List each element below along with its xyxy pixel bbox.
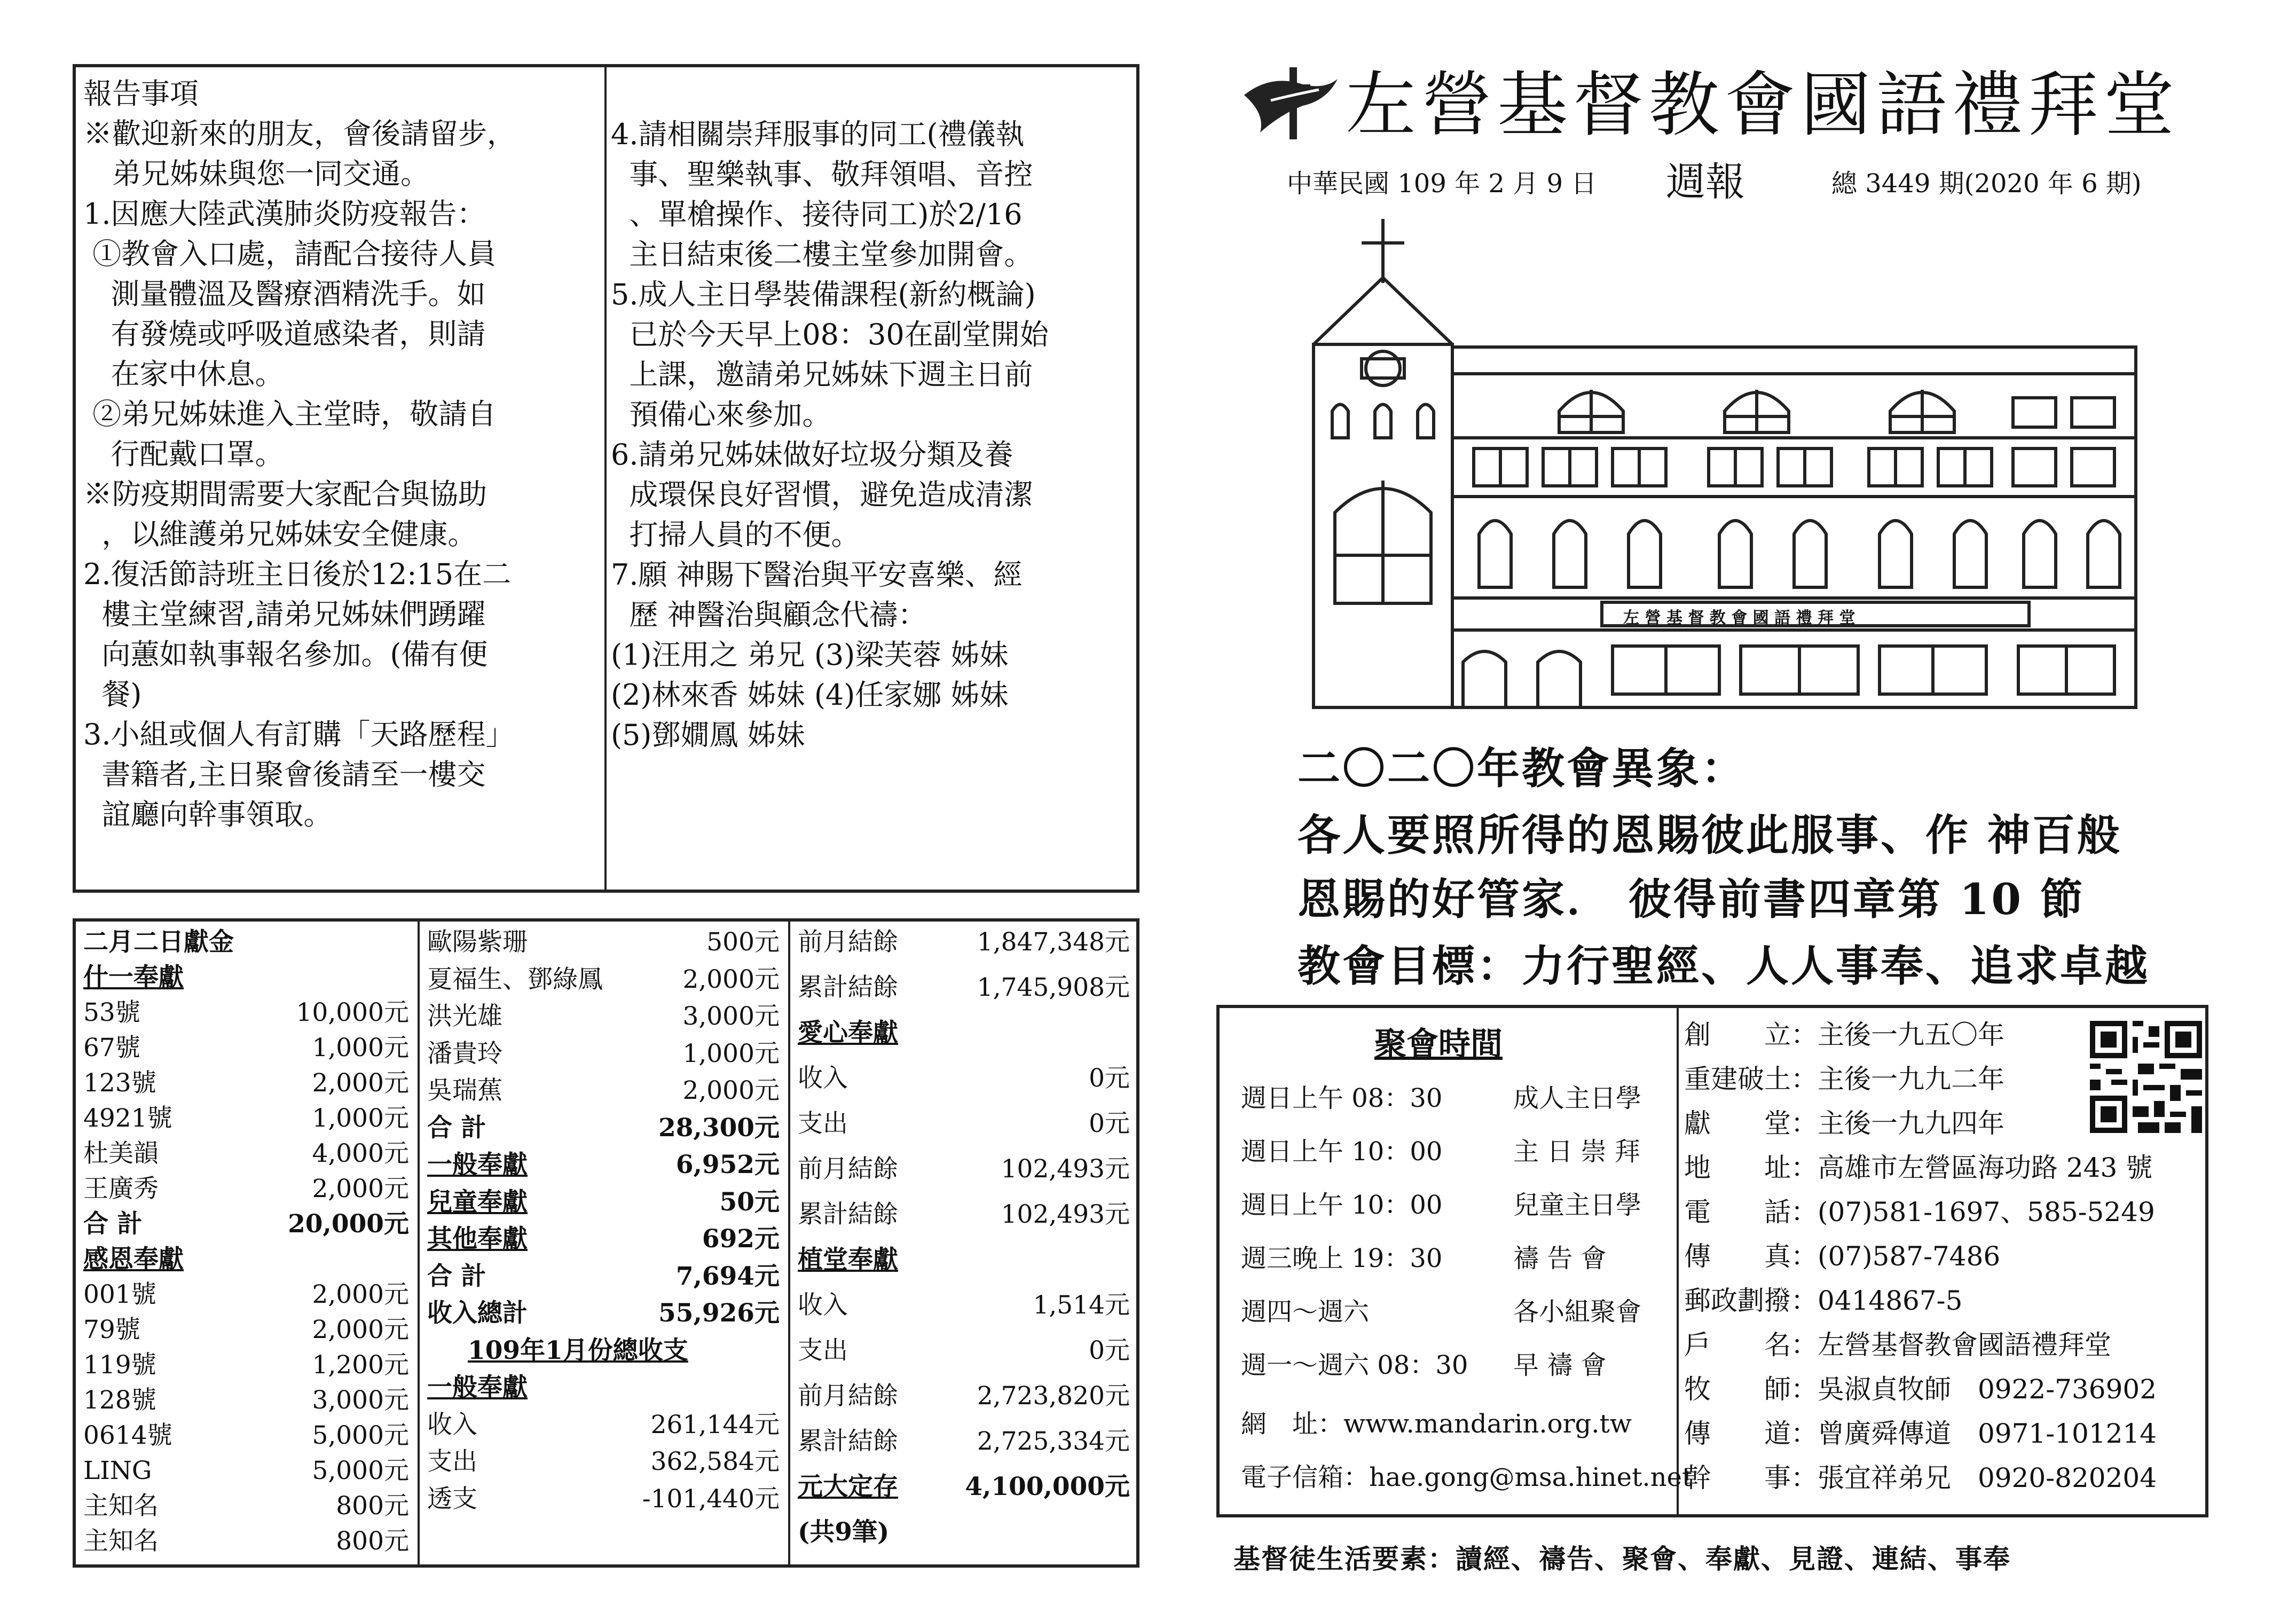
offering-amount: 800元 [336, 1526, 409, 1556]
offering-row [790, 1198, 1138, 1231]
church-info-line: 郵政劃撥：0414867-5 [1684, 1285, 1963, 1316]
offering-row [790, 1062, 1138, 1095]
offering-row [790, 1244, 1138, 1276]
offering-label: 什一奉獻 [83, 963, 184, 992]
offering-label: 支出 [798, 1109, 848, 1138]
offering-label: 愛心奉獻 [798, 1018, 898, 1048]
offering-label: 67號 [83, 1033, 140, 1063]
meeting-name: 主 日 崇 拜 [1513, 1137, 1640, 1167]
offering-amount: 1,000元 [312, 1104, 409, 1133]
offering-label: 收入 [798, 1064, 848, 1093]
meeting-row [1241, 1344, 1668, 1381]
church-info-box [1216, 1005, 2208, 1517]
offering-amount: 2,000元 [312, 1280, 409, 1309]
announcements-col1 [83, 74, 604, 835]
qr-code-icon [2090, 1021, 2202, 1133]
church-info-line: 傳 道：曾廣舜傳道 0971-101214 [1684, 1418, 2157, 1449]
announcement-line: ※歡迎新來的朋友，會後請留步， [83, 117, 516, 151]
offering-label: (共9筆) [798, 1517, 890, 1547]
meeting-row [1241, 1077, 1668, 1114]
offering-row [790, 926, 1138, 958]
announcement-line: 2.復活節詩班主日後於12:15在二 [83, 557, 512, 591]
offering-label: 合 計 [427, 1113, 486, 1143]
announcement-line: 書籍者,主日聚會後請至一樓交 [83, 758, 486, 791]
offering-row [420, 1408, 788, 1441]
offering-row [76, 1490, 418, 1522]
offering-label: 0614號 [83, 1421, 172, 1450]
offering-row [76, 1173, 418, 1205]
announcement-line: 弟兄姊妹與您一同交通。 [83, 157, 429, 191]
offering-amount: 55,926元 [658, 1299, 780, 1328]
church-info-line: 地 址：高雄市左營區海功路 243 號 [1684, 1152, 2153, 1183]
announcement-line: (2)林來香 姊妹 (4)任家娜 姊妹 [611, 678, 1009, 712]
meeting-time: 週一～週六 08：30 [1241, 1350, 1468, 1380]
offering-row [420, 963, 788, 996]
offering-label: 主知名 [83, 1491, 159, 1521]
church-logo [1239, 63, 1340, 143]
offering-amount: 692元 [702, 1224, 780, 1254]
offering-amount: 1,847,348元 [977, 927, 1130, 957]
church-info-line: 牧 師：吳淑貞牧師 0922-736902 [1684, 1374, 2157, 1405]
building-sign-text: 左 營 基 督 教 會 國 語 禮 拜 堂 [1623, 609, 1855, 627]
offering-row [76, 961, 418, 994]
offering-row [420, 1074, 788, 1107]
church-website: 網 址：www.mandarin.org.tw [1241, 1409, 1632, 1439]
offering-row [420, 1297, 788, 1329]
offering-row [420, 1223, 788, 1255]
footer-christian-life: 基督徒生活要素：讀經、禱告、聚會、奉獻、見證、連結、事奉 [1233, 1543, 2011, 1575]
announcement-line: 3.小組或個人有訂購「天路歷程」 [83, 718, 515, 751]
announcement-line: 報告事項 [83, 77, 199, 111]
offering-label: 王廣秀 [83, 1174, 159, 1203]
offering-row [76, 1525, 418, 1557]
offering-col2 [420, 923, 788, 1563]
offering-row [76, 1313, 418, 1346]
offering-amount: 20,000元 [288, 1209, 409, 1239]
offering-amount: 4,100,000元 [965, 1472, 1130, 1501]
offering-row [76, 1278, 418, 1311]
church-info-line: 創 立：主後一九五〇年 [1684, 1019, 2004, 1050]
announcement-line: 預備心來參加。 [611, 398, 831, 431]
offering-amount: 0元 [1089, 1109, 1130, 1138]
offering-label: 前月結餘 [798, 1154, 898, 1184]
offering-label: 元大定存 [798, 1472, 898, 1501]
announcement-line: 6.請弟兄姊妹做好垃圾分類及養 [611, 438, 1013, 471]
offering-label: LING [83, 1456, 152, 1485]
offering-amount: 102,493元 [1001, 1200, 1130, 1229]
vision-heading: 二〇二〇年教會異象： [1298, 743, 1746, 793]
offering-row [790, 1334, 1138, 1367]
offering-row [76, 1454, 418, 1487]
announcement-line: (5)鄧嫺鳳 姊妹 [611, 718, 805, 752]
announcement-line: 向蕙如執事報名參加。(備有便 [83, 638, 488, 671]
offering-label: 吳瑞蕉 [427, 1076, 502, 1105]
offering-amount: 10,000元 [296, 998, 409, 1027]
meeting-row [1241, 1131, 1668, 1168]
offering-col3 [790, 923, 1138, 1563]
offering-row [420, 1112, 788, 1144]
offering-row [76, 1384, 418, 1417]
offering-row [790, 1153, 1138, 1185]
announcement-line: 、單槍操作、接待同工)於2/16 [611, 198, 1023, 231]
announcement-line: ，以維護弟兄姊妹安全健康。 [83, 517, 477, 551]
announcement-line: (1)汪用之 弟兄 (3)梁芙蓉 姊妹 [611, 638, 1009, 672]
announcement-line: 主日結束後二樓主堂參加開會。 [611, 238, 1033, 271]
offering-label: 收入 [798, 1290, 848, 1320]
offering-amount: 102,493元 [1001, 1154, 1130, 1184]
announcement-line: 已於今天早上08：30在副堂開始 [611, 318, 1049, 351]
offering-row [76, 1208, 418, 1240]
offering-label: 支出 [798, 1336, 848, 1365]
offering-row [420, 1148, 788, 1181]
announcements-box [73, 64, 1139, 893]
church-info-line: 傳 真：(07)587-7486 [1684, 1241, 2001, 1272]
offering-label: 前月結餘 [798, 1381, 898, 1411]
announcement-line: 誼廳向幹事領取。 [83, 798, 333, 831]
announcement-line: ①教會入口處，請配合接待人員 [83, 237, 497, 271]
offering-label: 累計結餘 [798, 973, 898, 1002]
announcement-line: 行配戴口罩。 [83, 437, 284, 471]
offering-label: 透支 [427, 1484, 477, 1514]
offering-label: 收入 [427, 1410, 477, 1439]
meeting-name: 各小組聚會 [1513, 1297, 1642, 1327]
announcement-line: 上課，邀請弟兄姊妹下週主日前 [611, 358, 1033, 391]
offering-amount: 500元 [706, 927, 780, 957]
offering-amount: 28,300元 [658, 1113, 780, 1143]
announcement-line: 5.成人主日學裝備課程(新約概論) [611, 278, 1036, 311]
offering-col1 [76, 923, 418, 1563]
offering-row [790, 1470, 1138, 1503]
offering-label: 潘貴玲 [427, 1038, 502, 1068]
meeting-row [1241, 1291, 1668, 1328]
offering-label: 兒童奉獻 [427, 1187, 528, 1217]
offering-amount: 2,000元 [682, 964, 780, 994]
meeting-time: 週日上午 10：00 [1241, 1190, 1443, 1220]
offering-amount: 1,514元 [1033, 1290, 1130, 1320]
offering-amount: 1,000元 [312, 1033, 409, 1063]
offering-row [790, 1380, 1138, 1412]
offering-row [420, 926, 788, 958]
announcement-line: 1.因應大陸武漢肺炎防疫報告： [83, 197, 486, 231]
meeting-time: 週日上午 10：00 [1241, 1137, 1443, 1167]
offering-label: 主知名 [83, 1526, 159, 1556]
offering-amount: 2,000元 [312, 1315, 409, 1344]
offering-label: 合 計 [427, 1261, 486, 1291]
announcement-line: 有發燒或呼吸道感染者，則請 [83, 317, 486, 351]
offering-amount: 2,725,334元 [977, 1427, 1130, 1456]
offering-row [790, 1289, 1138, 1321]
church-info-line: 重建破土：主後一九九二年 [1684, 1064, 2004, 1095]
logo-dove-cross-icon [1239, 63, 1340, 143]
announcement-line: 樓主堂練習,請弟兄姊妹們踴躍 [83, 597, 486, 631]
offering-amount: 800元 [336, 1491, 409, 1521]
offering-amount: 5,000元 [312, 1456, 409, 1485]
offering-amount: 2,723,820元 [977, 1381, 1130, 1411]
offering-row [76, 1102, 418, 1135]
announcements-divider [604, 67, 607, 890]
offering-label: 一般奉獻 [427, 1150, 528, 1179]
announcement-line: 4.請相關崇拜服事的同工(禮儀執 [611, 117, 1025, 151]
meeting-row [1241, 1238, 1668, 1274]
church-info-line: 獻 堂：主後一九九四年 [1684, 1108, 2004, 1139]
offering-amount: 4,000元 [312, 1139, 409, 1168]
church-info-line: 電 話：(07)581-1697、585-5249 [1684, 1197, 2155, 1227]
offering-amount: 3,000元 [682, 1002, 780, 1031]
offering-amount: 1,200元 [312, 1350, 409, 1380]
meeting-name: 早 禱 會 [1513, 1350, 1607, 1380]
offering-label: 123號 [83, 1068, 156, 1098]
offering-row [420, 1371, 788, 1404]
offering-row [76, 996, 418, 1029]
announcement-line: 成環保良好習慣，避免造成清潔 [611, 478, 1033, 512]
church-email: 電子信箱：hae.gong@msa.hinet.net [1241, 1462, 1693, 1492]
offering-amount: 1,000元 [682, 1038, 780, 1068]
offering-label: 53號 [83, 998, 140, 1027]
offering-row [420, 1334, 788, 1367]
announcement-line: 歷 神醫治與顧念代禱： [611, 598, 927, 632]
offering-label: 支出 [427, 1447, 477, 1476]
offering-row [76, 1032, 418, 1064]
meetings-heading: 聚會時間 [1374, 1026, 1503, 1063]
offering-row [76, 1067, 418, 1099]
offering-label: 植堂奉獻 [798, 1245, 898, 1274]
meeting-row [1241, 1184, 1668, 1221]
announcement-line: ②弟兄姊妹進入主堂時，敬請自 [83, 397, 497, 431]
vision-text-1: 各人要照所得的恩賜彼此服事、作 神百般 [1298, 810, 2122, 860]
offering-amount: 2,000元 [312, 1068, 409, 1098]
meeting-name: 禱 告 會 [1513, 1244, 1607, 1273]
meeting-name: 成人主日學 [1513, 1083, 1642, 1113]
meeting-time: 週日上午 08：30 [1241, 1083, 1443, 1113]
offering-row [76, 1243, 418, 1276]
offering-row [76, 1349, 418, 1381]
offering-amount: 5,000元 [312, 1421, 409, 1450]
bulletin-issue: 總 3449 期(2020 年 6 期) [1831, 169, 2142, 199]
announcement-line: 在家中休息。 [83, 357, 284, 391]
offering-box [73, 918, 1139, 1568]
offering-row [790, 1425, 1138, 1458]
church-building-drawing [1303, 214, 2141, 710]
offering-label: 收入總計 [427, 1299, 528, 1328]
offering-label: 夏福生、鄧綠鳳 [427, 964, 603, 994]
offering-label: 119號 [83, 1350, 156, 1380]
offering-row [790, 971, 1138, 1004]
meeting-name: 兒童主日學 [1513, 1190, 1642, 1220]
offering-amount: 1,745,908元 [977, 973, 1130, 1002]
offering-amount: 2,000元 [682, 1076, 780, 1105]
qr-code [2090, 1021, 2202, 1133]
offering-label: 79號 [83, 1315, 140, 1344]
announcements-col2 [611, 114, 1137, 755]
offering-label: 前月結餘 [798, 927, 898, 957]
offering-row [420, 1483, 788, 1515]
offering-label: 累計結餘 [798, 1200, 898, 1229]
announcement-line: 打掃人員的不便。 [611, 518, 860, 552]
church-info-line: 戶 名：左營基督教會國語禮拜堂 [1684, 1329, 2111, 1360]
offering-amount: 50元 [719, 1187, 780, 1217]
church-title: 左營基督教會國語禮拜堂 [1346, 64, 2180, 146]
offering-label: 4921號 [83, 1104, 172, 1133]
announcement-line: 餐) [83, 678, 142, 711]
offering-row [790, 1017, 1138, 1049]
offering-label: 歐陽紫珊 [427, 927, 528, 957]
announcement-line: 測量體溫及醫療酒精洗手。如 [83, 277, 486, 311]
offering-label: 128號 [83, 1386, 156, 1415]
offering-row [420, 1186, 788, 1218]
offering-amount: 0元 [1089, 1336, 1130, 1365]
offering-label: 001號 [83, 1280, 156, 1309]
offering-amount: -101,440元 [642, 1484, 780, 1514]
offering-amount: 6,952元 [675, 1150, 780, 1179]
offering-label: 累計結餘 [798, 1427, 898, 1456]
offering-amount: 0元 [1089, 1064, 1130, 1093]
offering-amount: 261,144元 [650, 1410, 780, 1439]
offering-label: 二月二日獻金 [83, 927, 234, 957]
meeting-time: 週三晚上 19：30 [1241, 1244, 1443, 1273]
announcement-line: 事、聖樂執事、敬拜領唱、音控 [611, 158, 1033, 191]
bulletin-weekly: 週報 [1666, 159, 1745, 205]
church-goals: 教會目標：力行聖經、人人事奉、追求卓越 [1298, 941, 2150, 991]
offering-row [420, 1445, 788, 1478]
offering-row [790, 1107, 1138, 1140]
offering-amount: 362,584元 [650, 1447, 780, 1476]
offering-row [76, 1137, 418, 1170]
offering-row [790, 1516, 1138, 1548]
offering-row [420, 1260, 788, 1293]
offering-label: 109年1月份總收支 [468, 1335, 688, 1365]
announcement-line: 7.願 神賜下醫治與平安喜樂、經 [611, 558, 1023, 592]
offering-label: 感恩奉獻 [83, 1245, 184, 1274]
announcement-line: ※防疫期間需要大家配合與協助 [83, 477, 487, 511]
vision-text-2: 恩賜的好管家． 彼得前書四章第 10 節 [1298, 874, 2085, 924]
bulletin-date: 中華民國 109 年 2 月 9 日 [1287, 169, 1597, 199]
offering-label: 杜美韻 [83, 1139, 159, 1168]
offering-row [420, 1000, 788, 1033]
offering-label: 合 計 [83, 1209, 143, 1239]
offering-amount: 3,000元 [312, 1386, 409, 1415]
offering-row [76, 926, 418, 958]
offering-label: 其他奉獻 [427, 1224, 528, 1254]
offering-row [420, 1037, 788, 1070]
offering-label: 洪光雄 [427, 1002, 502, 1031]
offering-amount: 7,694元 [675, 1261, 780, 1291]
church-info-line: 幹 事：張宜祥弟兄 0920-820204 [1684, 1462, 2157, 1493]
info-divider [1677, 1008, 1679, 1514]
offering-row [76, 1419, 418, 1452]
offering-amount: 2,000元 [312, 1174, 409, 1203]
meeting-time: 週四～週六 [1241, 1297, 1370, 1327]
offering-label: 一般奉獻 [427, 1373, 528, 1402]
